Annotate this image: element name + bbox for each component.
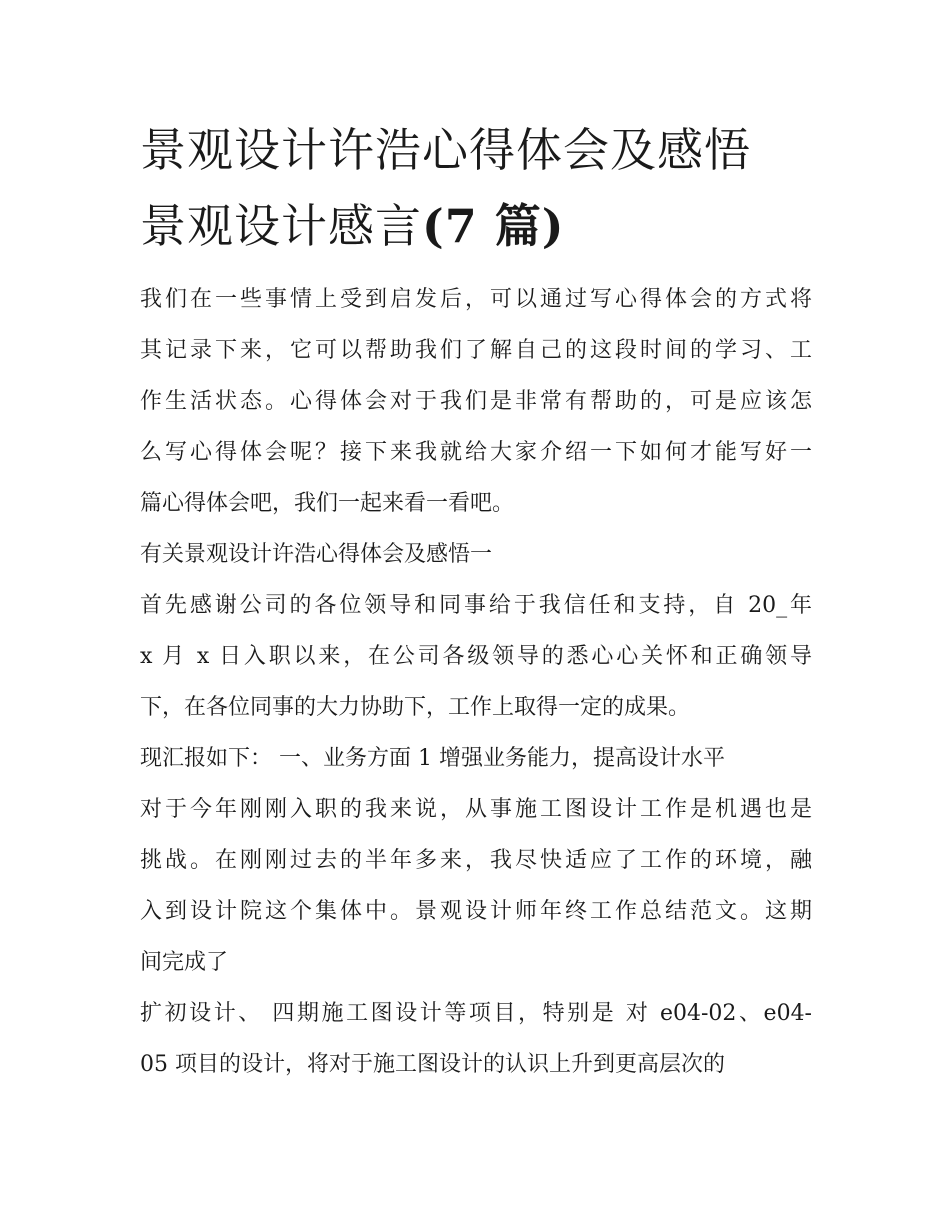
- text-line: 么写心得体会呢？接下来我就给大家介绍一下如何才能写好一: [140, 440, 812, 465]
- text-line: 其记录下来，它可以帮助我们了解自己的这段时间的学习、工: [140, 338, 812, 363]
- text-line: 我们在一些事情上受到启发后，可以通过写心得体会的方式将: [140, 287, 812, 312]
- text-line: 篇心得体会吧，我们一起来看一看吧。: [140, 491, 515, 516]
- text-line: 扩初设计、 四期施工图设计等项目，特别是 对 e04-02、e04-: [140, 1001, 812, 1026]
- document-title: [140, 112, 812, 264]
- paragraph-projects: [140, 988, 812, 1090]
- section-heading: [140, 529, 812, 580]
- paragraph-intro: [140, 274, 812, 529]
- title-line-2: [140, 188, 812, 264]
- title-line-1: 景观设计许浩心得体会及感悟: [140, 123, 751, 177]
- text-line: 挑战。在刚刚过去的半年多来，我尽快适应了工作的环境，融: [140, 848, 812, 873]
- document-page: [140, 112, 812, 1090]
- document-body: [140, 274, 812, 1090]
- text-line: x 月 x 日入职以来，在公司各级领导的悉心心关怀和正确领导: [140, 644, 812, 669]
- text-line: 首先感谢公司的各位领导和同事给于我信任和支持，自 20_年: [140, 593, 812, 618]
- title-line-2-count: (7 篇): [422, 199, 565, 253]
- text-line: 有关景观设计许浩心得体会及感悟一: [140, 542, 493, 567]
- text-line: 入到设计院这个集体中。景观设计师年终工作总结范文。这期: [140, 899, 812, 924]
- text-line: 05 项目的设计，将对于施工图设计的认识上升到更高层次的: [140, 1052, 725, 1077]
- text-line: 作生活状态。心得体会对于我们是非常有帮助的，可是应该怎: [140, 389, 812, 414]
- text-line: 间完成了: [140, 950, 229, 975]
- text-line: 下，在各位同事的大力协助下，工作上取得一定的成果。: [140, 695, 691, 720]
- paragraph-work: [140, 784, 812, 988]
- paragraph-thanks: [140, 580, 812, 733]
- text-line: 现汇报如下： 一、业务方面 1 增强业务能力，提高设计水平: [140, 746, 725, 771]
- title-line-2-text: 景观设计感言: [140, 199, 422, 253]
- text-line: 对于今年刚刚入职的我来说，从事施工图设计工作是机遇也是: [140, 797, 812, 822]
- paragraph-report: [140, 733, 812, 784]
